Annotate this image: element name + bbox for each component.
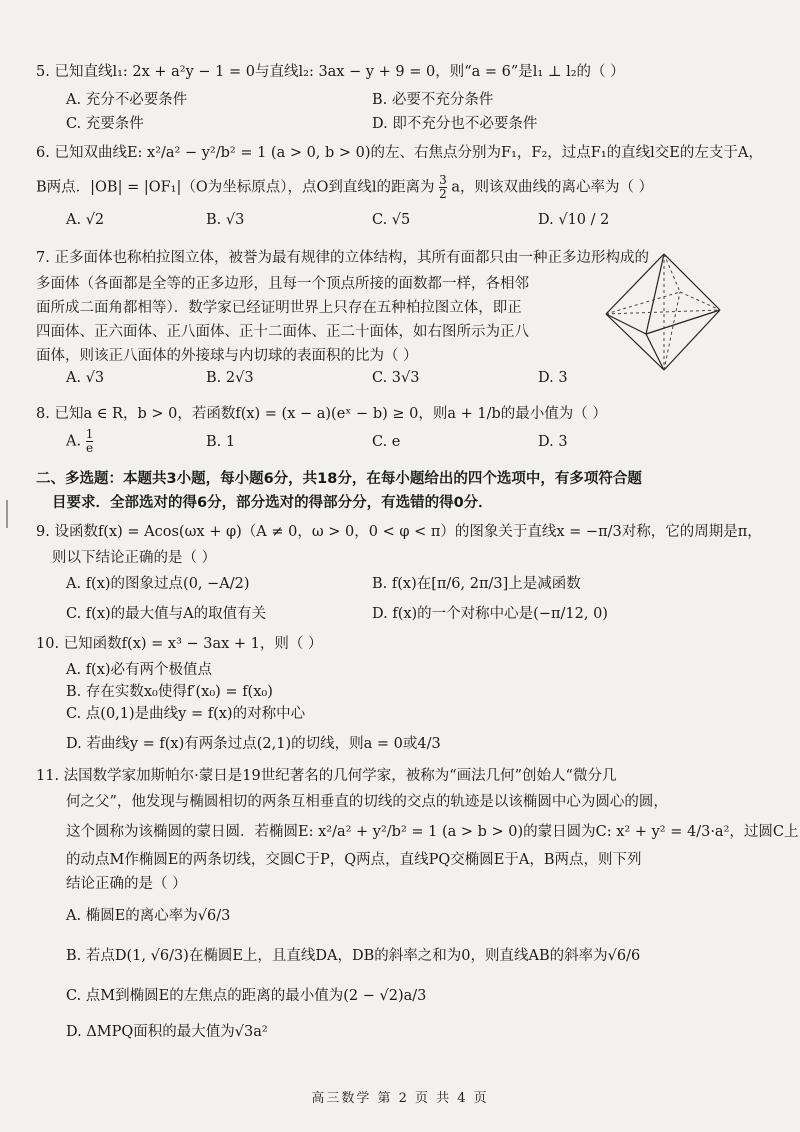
oct-edge bbox=[646, 334, 664, 370]
q6-frac-num: 3 bbox=[439, 173, 447, 187]
oct-hidden-edge bbox=[664, 292, 680, 370]
oct-hidden-edge bbox=[664, 254, 680, 292]
q5-stem: 5. 已知直线l₁: 2x + a²y − 1 = 0与直线l₂: 3ax − y + 9 = 0，则“a = 6”是l₁ ⊥ l₂的（ ） bbox=[36, 64, 625, 80]
q10-option-d: D. 若曲线y = f(x)有两条过点(2,1)的切线，则a = 0或4/3 bbox=[66, 736, 441, 752]
q8-option-a-prefix: A. bbox=[66, 433, 82, 450]
q9-line1: 9. 设函数f(x) = Acos(ωx + φ)（A ≠ 0，ω > 0，0 < φ < π）的图象关于直线x = −π/3对称，它的周期是π， bbox=[36, 524, 762, 540]
q10-option-c: C. 点(0,1)是曲线y = f(x)的对称中心 bbox=[66, 706, 306, 722]
q11-option-b: B. 若点D(1, √6/3)在椭圆E上，且直线DA，DB的斜率之和为0，则直线AB的斜率为√6/6 bbox=[66, 948, 641, 964]
q11-option-d: D. ΔMPQ面积的最大值为√3a² bbox=[66, 1024, 268, 1040]
q10-option-a: A. f(x)必有两个极值点 bbox=[66, 662, 213, 678]
q9-option-b: B. f(x)在[π/6, 2π/3]上是减函数 bbox=[372, 576, 581, 592]
q8-stem: 8. 已知a ∈ R，b > 0，若函数f(x) = (x − a)(eˣ − b) ≥ 0，则a + 1/b的最小值为（ ） bbox=[36, 406, 607, 422]
q8-a-num: 1 bbox=[85, 427, 94, 441]
q11-line4: 的动点M作椭圆E的两条切线，交圆C于P，Q两点，直线PQ交椭圆E于A，B两点，则下列 bbox=[66, 852, 642, 868]
margin-mark bbox=[6, 500, 8, 528]
q11-line5: 结论正确的是（ ） bbox=[66, 876, 187, 892]
q8-option-d: D. 3 bbox=[538, 434, 568, 450]
q6-option-c: C. √5 bbox=[372, 212, 411, 228]
q10-option-b: B. 存在实数x₀使得f′(x₀) = f(x₀) bbox=[66, 684, 273, 700]
oct-edge bbox=[606, 314, 664, 370]
q6-frac-den: 2 bbox=[439, 187, 447, 201]
octahedron-figure bbox=[600, 252, 725, 372]
q11-line3: 这个圆称为该椭圆的蒙日圆．若椭圆E: x²/a² + y²/b² = 1 (a > b > 0)的蒙日圆为C: x² + y² = 4/3·a²，过圆C上 bbox=[66, 824, 799, 840]
page-footer: 高三数学 第 2 页 共 4 页 bbox=[311, 1091, 489, 1106]
q7-option-a: A. √3 bbox=[66, 370, 105, 386]
section2-heading-line2: 目要求．全部选对的得6分，部分选对的得部分分，有选错的得0分． bbox=[52, 495, 493, 511]
q5-option-d: D. 即不充分也不必要条件 bbox=[372, 116, 538, 132]
q6-option-b: B. √3 bbox=[206, 212, 245, 228]
oct-diagonal bbox=[606, 310, 720, 314]
q8-option-b: B. 1 bbox=[206, 434, 236, 450]
q7-line2: 多面体（各面都是全等的正多边形，且每一个顶点所接的面数都一样，各相邻 bbox=[36, 276, 529, 292]
q7-line4: 四面体、正六面体、正八面体、正十二面体、正二十面体，如右图所示为正八 bbox=[36, 324, 529, 340]
q8-option-c: C. e bbox=[372, 434, 401, 450]
q9-option-a: A. f(x)的图象过点(0, −A/2) bbox=[66, 576, 250, 592]
q8-a-den: e bbox=[85, 441, 94, 455]
q6-fraction bbox=[439, 174, 447, 201]
q7-line5: 面体，则该正八面体的外接球与内切球的表面积的比为（ ） bbox=[36, 348, 418, 364]
q6-stem-part2: a，则该双曲线的离心率为（ ） bbox=[451, 179, 654, 196]
q9-option-c: C. f(x)的最大值与A的取值有关 bbox=[66, 606, 267, 622]
q7-line1: 7. 正多面体也称柏拉图立体，被誉为最有规律的立体结构，其所有面都只由一种正多边形构成的 bbox=[36, 250, 649, 266]
q7-option-b: B. 2√3 bbox=[206, 370, 254, 386]
q5-option-a: A. 充分不必要条件 bbox=[66, 92, 188, 108]
q9-line2: 则以下结论正确的是（ ） bbox=[52, 550, 217, 566]
q7-option-d: D. 3 bbox=[538, 370, 568, 386]
q9-option-d: D. f(x)的一个对称中心是(−π/12, 0) bbox=[372, 606, 608, 622]
q6-stem-line2 bbox=[36, 174, 760, 201]
oct-edge bbox=[606, 314, 646, 334]
q11-line2: 何之父”，他发现与椭圆相切的两条互相垂直的切线的交点的轨迹是以该椭圆中心为圆心的圆， bbox=[66, 794, 668, 810]
oct-edge bbox=[646, 254, 664, 334]
oct-edge bbox=[664, 254, 720, 310]
q11-option-c: C. 点M到椭圆E的左焦点的距离的最小值为(2 − √2)a/3 bbox=[66, 988, 427, 1004]
q5-option-c: C. 充要条件 bbox=[66, 116, 144, 132]
oct-hidden-edge bbox=[680, 292, 720, 310]
q7-line3: 面所成二面角都相等）．数学家已经证明世界上只存在五种柏拉图立体，即正 bbox=[36, 300, 522, 316]
q8-option-a bbox=[66, 428, 93, 455]
section2-heading-line1: 二、多选题：本题共3小题，每小题6分，共18分，在每小题给出的四个选项中，有多项符合题 bbox=[36, 471, 642, 487]
q6-option-a: A. √2 bbox=[66, 212, 105, 228]
q7-option-c: C. 3√3 bbox=[372, 370, 420, 386]
q6-stem-part1: B两点．|OB| = |OF₁|（O为坐标原点），点O到直线l的距离为 bbox=[36, 179, 435, 196]
q10-stem: 10. 已知函数f(x) = x³ − 3ax + 1，则（ ） bbox=[36, 636, 323, 652]
q6-stem-line1: 6. 已知双曲线E: x²/a² − y²/b² = 1 (a > 0, b > 0)的左、右焦点分别为F₁，F₂，过点F₁的直线l交E的左支于A， bbox=[36, 145, 763, 161]
q11-option-a: A. 椭圆E的离心率为√6/3 bbox=[66, 908, 231, 924]
q8-option-a-fraction bbox=[86, 428, 94, 455]
q11-line1: 11. 法国数学家加斯帕尔·蒙日是19世纪著名的几何学家，被称为“画法几何”创始人“微分几 bbox=[36, 768, 617, 784]
q6-option-d: D. √10 / 2 bbox=[538, 212, 610, 228]
q5-option-b: B. 必要不充分条件 bbox=[372, 92, 494, 108]
